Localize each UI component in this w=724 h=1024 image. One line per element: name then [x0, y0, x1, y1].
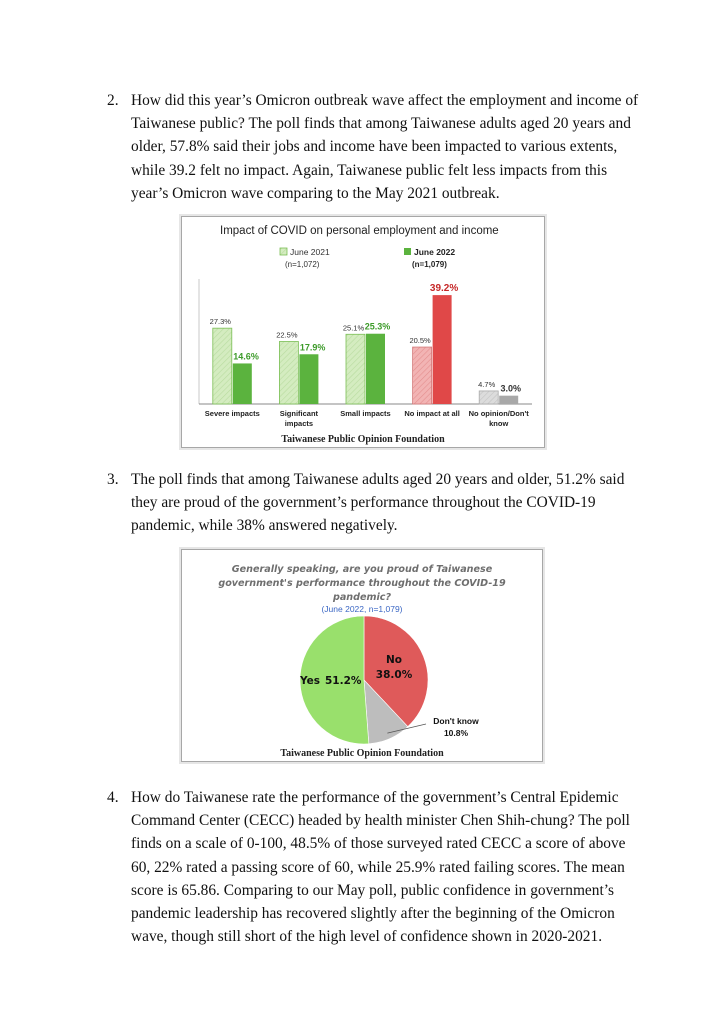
slice-label-dont-know-name: Don't know [433, 716, 479, 726]
text-line: pandemic leadership has recovered slightly after the beginning of the Omicron [131, 905, 615, 923]
chart-title-line: government's performance throughout the COVID-19 [218, 578, 506, 589]
slice-label-yes-value: 51.2% [325, 675, 362, 687]
text-line: 60, 22% rated a passing score of 60, while 25.9% rated failing scores. The mean [131, 858, 625, 876]
text-line: finds on a scale of 0-100, 48.5% of those surveyed rated CECC a score of above [131, 835, 626, 853]
paragraph-text [131, 786, 630, 948]
chart-source: Taiwanese Public Opinion Foundation [280, 748, 444, 759]
data-label-june-2022: 17.9% [299, 342, 326, 353]
text-line: How did this year’s Omicron outbreak wave affect the employment and income of [131, 92, 639, 109]
bar-june-2022 [499, 396, 518, 404]
text-line: older, 57.8% said their jobs and income have been impacted to various extents, [131, 138, 618, 156]
slice-label-dont-know-value: 10.8% [443, 728, 469, 738]
chart-title-line: pandemic? [332, 592, 392, 603]
bar-june-2021 [479, 391, 498, 404]
legend-sample-june-2022: (n=1,079) [412, 260, 447, 269]
bar-june-2021 [213, 328, 232, 404]
bar-june-2022 [366, 334, 385, 404]
slice-label-no-name: No [385, 654, 403, 666]
text-line: while 39.2 felt no impact. Again, Taiwanese public felt less impacts from this [131, 161, 608, 179]
pie-chart [182, 550, 542, 761]
text-line: wave, though still short of the high level of confidence shown in 2020-2021. [131, 928, 603, 946]
legend-sample-june-2021: (n=1,072) [285, 260, 320, 269]
text-line: The poll finds that among Taiwanese adults aged 20 years and older, 51.2% said [131, 471, 625, 488]
bar-chart [182, 217, 544, 447]
chart-subtitle: (June 2022, n=1,079) [321, 604, 403, 614]
category-label: No impact at all [404, 409, 460, 418]
bar-june-2021 [413, 347, 432, 404]
bar-june-2022 [299, 354, 318, 404]
legend-label-june-2022: June 2022 [414, 247, 456, 257]
text-line: they are proud of the government’s performance throughout the COVID-19 [131, 494, 596, 512]
chart-source: Taiwanese Public Opinion Foundation [281, 434, 445, 445]
data-label-june-2021: 4.7% [478, 379, 496, 389]
category-label: know [489, 419, 509, 428]
text-line: Taiwanese public? The poll finds that among Taiwanese adults aged 20 years and [131, 115, 631, 133]
slice-label-no-value: 38.0% [375, 669, 413, 681]
bar-chart-figure [181, 216, 545, 448]
data-label-june-2021: 20.5% [409, 336, 431, 346]
text-line: Command Center (CECC) headed by health minister Chen Shih-chung? The poll [131, 812, 630, 830]
category-label: Severe impacts [204, 409, 260, 418]
chart-title-line: Generally speaking, are you proud of Taiwanese [231, 564, 493, 575]
text-line: How do Taiwanese rate the performance of the government’s Central Epidemic [131, 789, 619, 806]
text-line: pandemic, while 38% answered negatively. [131, 517, 398, 535]
legend-swatch-june-2021 [280, 248, 287, 255]
category-label: impacts [284, 419, 314, 428]
data-label-june-2022: 25.3% [364, 321, 391, 332]
bar-june-2022 [433, 295, 452, 404]
bar-june-2021 [346, 334, 365, 404]
paragraph-text [131, 89, 639, 205]
legend-label-june-2021: June 2021 [290, 247, 330, 257]
paragraph-number: 2. [107, 92, 119, 109]
paragraph-number: 3. [107, 471, 119, 488]
legend-swatch-june-2022 [404, 248, 411, 255]
text-line: score is 65.86. Comparing to our May poll, public confidence in government’s [131, 881, 615, 899]
chart-title: Impact of COVID on personal employment and income [220, 225, 499, 237]
category-label: Significant [279, 409, 319, 418]
data-label-june-2021: 22.5% [276, 330, 298, 340]
slice-label-yes-name: Yes [300, 675, 321, 687]
category-label: No opinion/Don't [468, 409, 529, 418]
paragraph-text [131, 468, 627, 538]
pie-chart-figure [181, 549, 543, 762]
bar-june-2022 [233, 363, 252, 404]
data-label-june-2022: 39.2% [429, 283, 459, 295]
text-line: year’s Omicron wave comparing to the May 2021 outbreak. [131, 184, 500, 202]
data-label-june-2022: 14.6% [233, 351, 259, 362]
bar-june-2021 [279, 342, 298, 405]
data-label-june-2021: 25.1% [342, 323, 365, 333]
category-label: Small impacts [340, 409, 391, 418]
data-label-june-2021: 27.3% [209, 317, 231, 327]
data-label-june-2022: 3.0% [500, 383, 521, 394]
paragraph-number: 4. [107, 789, 119, 806]
